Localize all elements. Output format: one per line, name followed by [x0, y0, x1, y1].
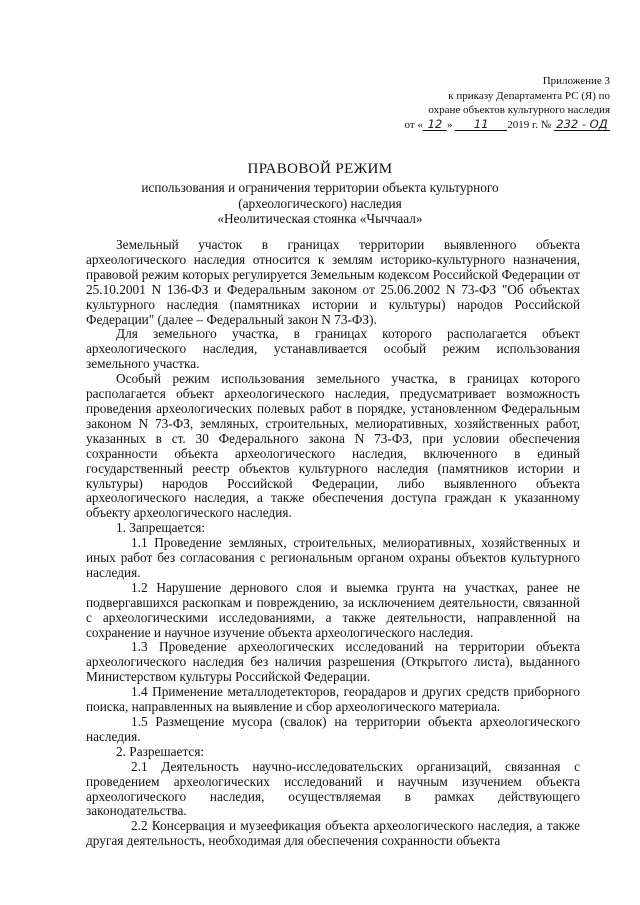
subtitle-line-3: «Неолитическая стоянка «Чыччаал» [217, 211, 423, 227]
title-block [0, 160, 640, 227]
item-1-2: 1.2 Нарушение дернового слоя и выемка грунта на участках, ранее не подвергавшихся раскопкам и повреждению, за исключением деятельности, связанной с археологическими исследованиями, а также деятельности, направленной на сохранение и научное изучение объекта археологического наследия. [86, 579, 580, 640]
item-2-1: 2.1 Деятельность научно-исследовательских организаций, связанная с проведением археологических исследований и научным изучением объекта археологического наследия, осуществляемая в рамках действующего законодательства. [86, 758, 580, 819]
appendix-number: Приложение 3 [542, 75, 610, 87]
paragraph-regime-details: Особый режим использования земельного участка, в границах которого располагается объект археологического наследия, предусматривает возможность проведения археологических полевых работ в порядке, установленном Федеральным законом N 73-ФЗ, земляных, строительных, мелиоративных, хозяйственных работ, указанных в ст. 30 Федерального закона N 73-ФЗ, при условии обеспечения сохранности объекта археологического наследия, включенного в единый государственный реестр объектов культурного наследия (памятников истории и культуры) народов Российской Федерации, либо выявленного объекта археологического наследия, а также обеспечения доступа граждан к указанному объекту археологического наследия. [86, 371, 580, 521]
section-allowed: 2. Разрешается: [116, 743, 205, 759]
appendix-date-line [375, 118, 610, 133]
section-prohibited: 1. Запрещается: [116, 520, 206, 536]
document-title: ПРАВОВОЙ РЕЖИМ [247, 161, 393, 177]
paragraph-special-regime: Для земельного участка, в границах которого располагается объект археологического наследия, устанавливается особый режим использования земельного участка. [86, 326, 580, 372]
date-month: 11 [455, 118, 507, 131]
date-prefix: от « [404, 118, 423, 131]
document-body [86, 238, 580, 849]
item-1-4: 1.4 Применение металлодетекторов, георадаров и других средств приборного поиска, направленных на выявление и сбор археологического материала. [86, 684, 580, 715]
item-1-1: 1.1 Проведение земляных, строительных, мелиоративных, хозяйственных и иных работ без согласования с региональным органом охраны объектов культурного наследия. [86, 535, 580, 580]
date-day: 12 [423, 118, 447, 131]
appendix-header [375, 74, 610, 132]
date-year: 2019 г. № [507, 118, 552, 131]
date-mid: » [446, 118, 453, 131]
item-1-3: 1.3 Проведение археологических исследований на территории объекта археологического наследия без наличия разрешения (Открытого листа), выданного Министерством культуры Российской Федерации. [86, 639, 580, 685]
subtitle-line-1: использования и ограничения территории объекта культурного [141, 180, 499, 195]
paragraph-land-plot: Земельный участок в границах территории выявленного объекта археологического наследия относится к землям историко-культурного назначения, правовой режим которых регулируется Земельным кодексом Российской Федерации от 25.10.2001 N 136-ФЗ и Федеральным законом от 25.06.2002 N 73-ФЗ "Об объектах культурного наследия (памятниках истории и культуры) народов Российской Федерации" (далее – Федеральный закон N 73-ФЗ). [86, 237, 580, 327]
appendix-order-ref: к приказу Департамента РС (Я) по [448, 89, 610, 102]
appendix-department: охране объектов культурного наследия [428, 104, 610, 116]
item-2-2: 2.2 Консервация и музеефикация объекта археологического наследия, а также другая деятельность, необходимая для обеспечения сохранности объекта [86, 818, 580, 849]
subtitle-line-2: (археологического) наследия [238, 195, 402, 211]
item-1-5: 1.5 Размещение мусора (свалок) на территории объекта археологического наследия. [86, 714, 580, 744]
order-number: 232 - ОД [554, 118, 610, 131]
